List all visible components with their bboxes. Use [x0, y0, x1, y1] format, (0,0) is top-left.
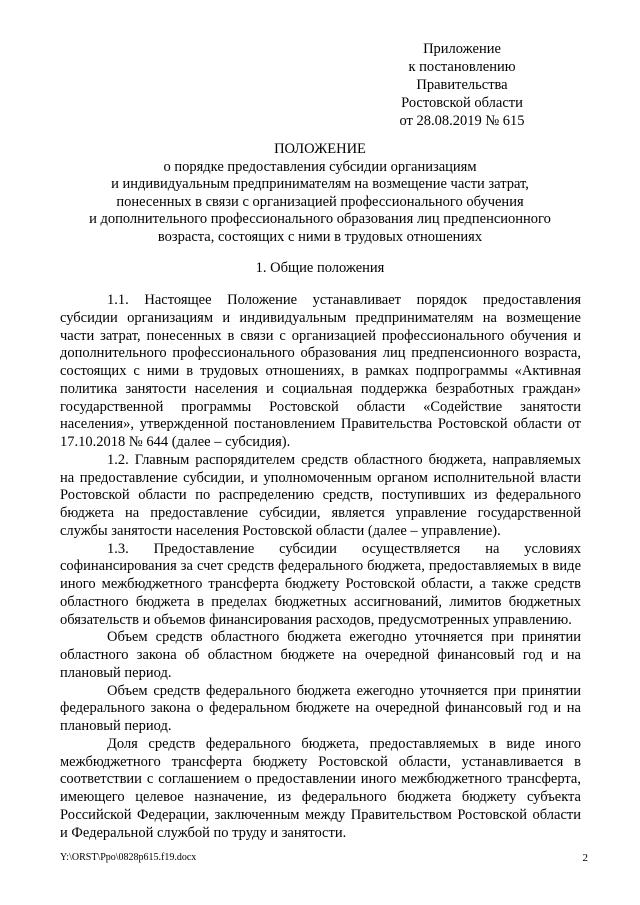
title-line: понесенных в связи с организацией профессионального обучения: [116, 193, 524, 210]
document-body: [60, 292, 581, 842]
paragraph: Объем средств областного бюджета ежегодно уточняется при принятии областного закона об областном бюджете на очередной финансовый год и на плановый период.: [60, 629, 581, 681]
appendix-line: Правительства: [416, 77, 508, 93]
section-heading: 1. Общие положения: [255, 260, 385, 276]
paragraph: Доля средств федерального бюджета, предоставляемых в виде иного межбюджетного трансферта бюджету Ростовской области, устанавливается в соответствии с соглашением о предоставлении иного межбюджетного трансферта, имеющего целевое назначение, из федерального бюджета бюджету субъекта Российской Федерации, заключенным между Правительством Ростовской области и Федеральной службой по труду и занятости.: [60, 735, 581, 841]
appendix-block: [362, 40, 562, 130]
footer-file-path: Y:\ORST\Ppo\0828p615.f19.docx: [60, 852, 197, 863]
title-line: и индивидуальным предпринимателям на возмещение части затрат,: [111, 176, 529, 192]
paragraph: 1.3. Предоставление субсидии осуществляется на условиях софинансирования за счет средств федерального бюджета, предоставляемых в виде иного межбюджетного трансферта бюджету Ростовской области, а также средств областного бюджета в пределах бюджетных ассигнований, лимитов бюджетных обязательств и объемов финансирования расходов, предусмотренных управлению.: [60, 540, 581, 628]
title-line: о порядке предоставления субсидии организациям: [163, 158, 477, 175]
appendix-line: Приложение: [423, 41, 501, 57]
paragraph: Объем средств федерального бюджета ежегодно уточняется при принятии федерального закона о федеральном бюджете на очередной финансовый год и на плановый период.: [60, 682, 581, 734]
title-heading: ПОЛОЖЕНИЕ: [274, 141, 366, 157]
paragraph: 1.2. Главным распорядителем средств областного бюджета, направляемых на предоставление субсидии, и уполномоченным органом исполнительной власти Ростовской области по распределению средств, поступивших из федерального бюджета на предоставление субсидии, является управление государственной службы занятости населения Ростовской области (далее – управление).: [60, 451, 581, 539]
document-title: [60, 141, 580, 246]
title-line: и дополнительного профессионального образования лиц предпенсионного: [89, 211, 551, 227]
page-number: 2: [582, 852, 588, 864]
appendix-line: от 28.08.2019 № 615: [399, 113, 525, 129]
appendix-line: к постановлению: [408, 59, 516, 75]
appendix-line: Ростовской области: [401, 95, 523, 111]
paragraph: 1.1. Настоящее Положение устанавливает порядок предоставления субсидии организациям и индивидуальным предпринимателям на возмещение части затрат, понесенных в связи с организацией профессионального обучения и дополнительного профессионального образования лиц предпенсионного возраста, состоящих с ними в трудовых отношениях, в рамках подпрограммы «Активная политика занятости населения и социальная поддержка безработных граждан» государственной программы Ростовской области «Содействие занятости населения», утвержденной постановлением Правительства Ростовской области от 17.10.2018 № 644 (далее – субсидия).: [60, 292, 581, 450]
title-line: возраста, состоящих с ними в трудовых отношениях: [157, 228, 483, 245]
